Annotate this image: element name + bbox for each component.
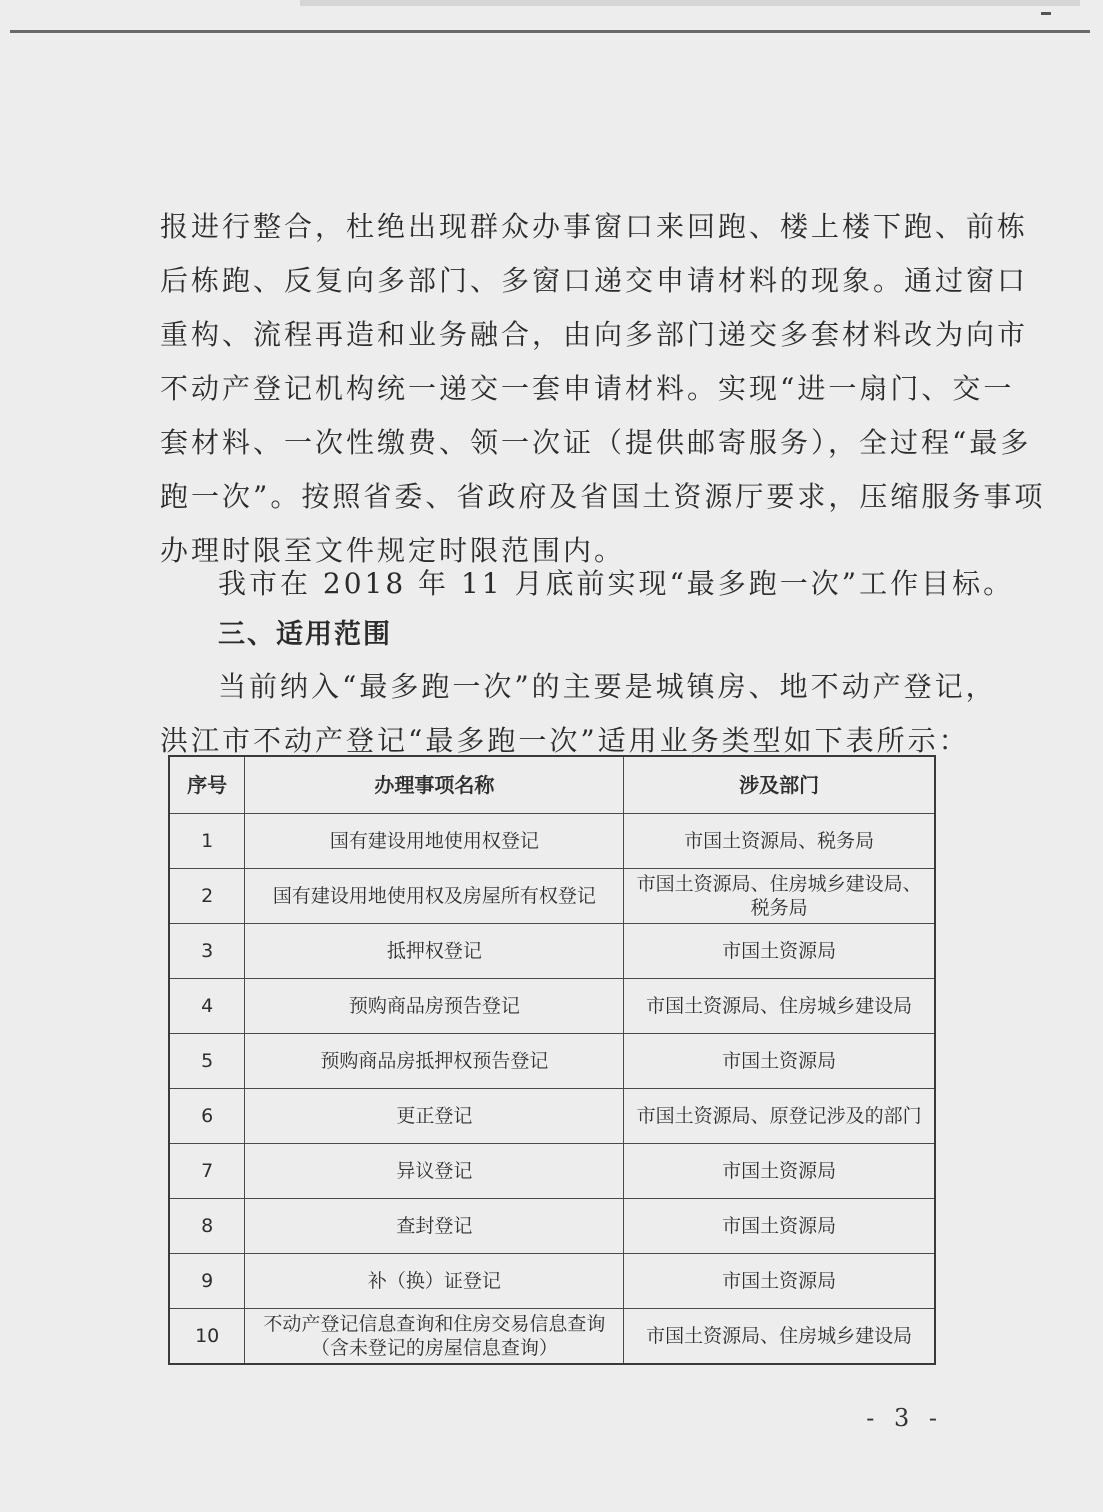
business-type-table <box>168 755 936 1365</box>
cell-seq: 6 <box>169 1089 245 1144</box>
table-header-row <box>169 756 935 814</box>
cell-item-name: 国有建设用地使用权登记 <box>245 814 624 869</box>
cell-department: 市国土资源局 <box>624 1034 935 1089</box>
cell-department: 市国土资源局、住房城乡建设局、税务局 <box>624 869 935 924</box>
cell-seq: 3 <box>169 924 245 979</box>
paragraph-line: 重构、流程再造和业务融合，由向多部门递交多套材料改为向市 <box>160 318 1029 351</box>
cell-item-name: 更正登记 <box>245 1089 624 1144</box>
cell-seq: 1 <box>169 814 245 869</box>
table-row <box>169 1144 935 1199</box>
header-seq: 序号 <box>169 756 245 814</box>
cell-department: 市国土资源局、住房城乡建设局 <box>624 1309 935 1365</box>
table-row <box>169 1034 935 1089</box>
paragraph-line: 当前纳入“最多跑一次”的主要是城镇房、地不动产登记， <box>218 670 997 703</box>
paragraph-line: 跑一次”。按照省委、省政府及省国土资源厅要求，压缩服务事项 <box>160 480 1046 513</box>
table-row <box>169 869 935 924</box>
paragraph-line: 办理时限至文件规定时限范围内。 <box>160 534 626 567</box>
cell-department: 市国土资源局、原登记涉及的部门 <box>624 1089 935 1144</box>
paragraph-1 <box>160 200 1046 578</box>
cell-item-name: 异议登记 <box>245 1144 624 1199</box>
cell-seq: 4 <box>169 979 245 1034</box>
cell-item-name: 国有建设用地使用权及房屋所有权登记 <box>245 869 624 924</box>
cell-seq: 9 <box>169 1254 245 1309</box>
cell-seq: 5 <box>169 1034 245 1089</box>
page-number: - 3 - <box>866 1404 943 1432</box>
paragraph-line: 报进行整合，杜绝出现群众办事窗口来回跑、楼上楼下跑、前栋 <box>160 210 1029 243</box>
cell-department: 市国土资源局 <box>624 1199 935 1254</box>
cell-seq: 10 <box>169 1309 245 1365</box>
paragraph-line: 不动产登记机构统一递交一套申请材料。实现“进一扇门、交一 <box>160 372 1015 405</box>
header-rule <box>10 30 1090 33</box>
cell-seq: 2 <box>169 869 245 924</box>
cell-item-name: 预购商品房抵押权预告登记 <box>245 1034 624 1089</box>
cell-item-name: 补（换）证登记 <box>245 1254 624 1309</box>
table-row <box>169 1309 935 1365</box>
cell-item-name: 预购商品房预告登记 <box>245 979 624 1034</box>
paragraph-line: 套材料、一次性缴费、领一次证（提供邮寄服务），全过程“最多 <box>160 426 1032 459</box>
table-row <box>169 1199 935 1254</box>
section-heading: 三、适用范围 <box>218 619 392 650</box>
cell-item-name: 查封登记 <box>245 1199 624 1254</box>
cell-item-name: 抵押权登记 <box>245 924 624 979</box>
cell-department: 市国土资源局 <box>624 924 935 979</box>
header-department: 涉及部门 <box>624 756 935 814</box>
cell-department: 市国土资源局、住房城乡建设局 <box>624 979 935 1034</box>
cell-seq: 8 <box>169 1199 245 1254</box>
scan-top-edge <box>300 0 1080 6</box>
table-row <box>169 1254 935 1309</box>
paragraph-3 <box>160 660 997 768</box>
table-row <box>169 1089 935 1144</box>
cell-department: 市国土资源局、税务局 <box>624 814 935 869</box>
table-row <box>169 924 935 979</box>
paragraph-2 <box>160 557 1015 611</box>
paragraph-line: 洪江市不动产登记“最多跑一次”适用业务类型如下表所示： <box>160 724 970 757</box>
cell-department: 市国土资源局 <box>624 1254 935 1309</box>
table-row <box>169 814 935 869</box>
header-item-name: 办理事项名称 <box>245 756 624 814</box>
paragraph-line: 我市在 2018 年 11 月底前实现“最多跑一次”工作目标。 <box>218 567 1015 600</box>
paragraph-line: 后栋跑、反复向多部门、多窗口递交申请材料的现象。通过窗口 <box>160 264 1029 297</box>
cell-department: 市国土资源局 <box>624 1144 935 1199</box>
scan-mark <box>1041 12 1051 15</box>
cell-item-name: 不动产登记信息查询和住房交易信息查询（含未登记的房屋信息查询） <box>245 1309 624 1365</box>
table-row <box>169 979 935 1034</box>
cell-seq: 7 <box>169 1144 245 1199</box>
